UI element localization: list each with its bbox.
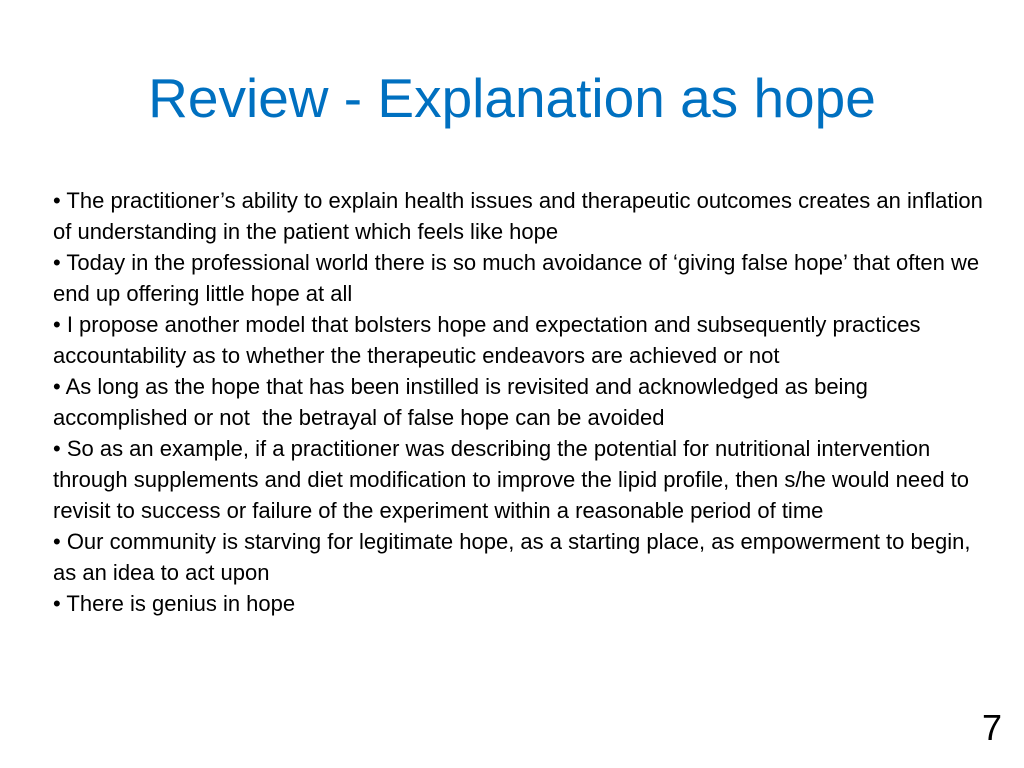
bullet-item: • There is genius in hope bbox=[53, 591, 296, 616]
bullet-item: • I propose another model that bolsters hope and expectation and subsequently practices accountability as to whether the therapeutic endeavors are achieved or not bbox=[53, 312, 927, 368]
bullet-item: • Our community is starving for legitimate hope, as a starting place, as empowerment to begin, as an idea to act upon bbox=[53, 529, 977, 585]
page-number: 7 bbox=[981, 707, 1002, 748]
bullet-item: • Today in the professional world there is so much avoidance of ‘giving false hope’ that often we end up offering little hope at all bbox=[53, 250, 986, 306]
slide-title: Review - Explanation as hope bbox=[148, 67, 876, 129]
bullet-item: • The practitioner’s ability to explain health issues and therapeutic outcomes creates an inflation of understanding in the patient which feels like hope bbox=[53, 188, 989, 244]
bullet-item: • So as an example, if a practitioner was describing the potential for nutritional intervention through supplements and diet modification to improve the lipid profile, then s/he would need to revisit to success or failure of the experiment within a reasonable period of time bbox=[53, 436, 976, 523]
slide-body bbox=[53, 185, 989, 619]
bullet-item: • As long as the hope that has been instilled is revisited and acknowledged as being accomplished or not the betrayal of false hope can be avoided bbox=[53, 374, 875, 430]
